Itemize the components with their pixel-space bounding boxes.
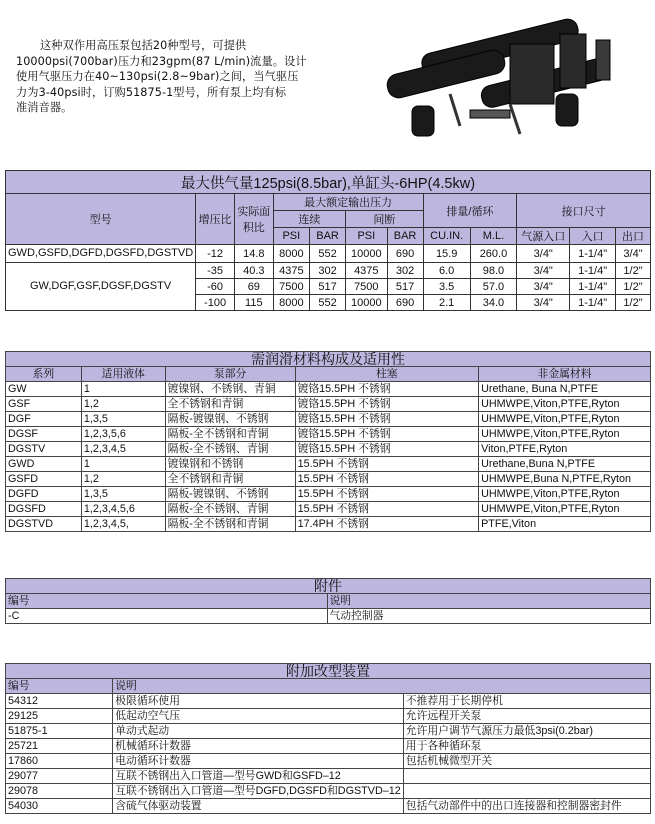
- table-row: [6, 382, 651, 397]
- options-table: [5, 663, 651, 814]
- option-note: [403, 784, 650, 799]
- col-bar: BAR: [387, 228, 423, 245]
- air-inlet-cell: 3/4": [517, 295, 570, 311]
- option-number: 17860: [6, 754, 113, 769]
- fluids-cell: 1: [81, 382, 165, 397]
- col-pump-section: 泵部分: [165, 367, 295, 382]
- table-row: [6, 754, 651, 769]
- col-max-pressure: 最大额定输出压力: [273, 194, 423, 211]
- nonmetal-cell: UHMWPE,Viton,PTFE,Ryton: [479, 502, 651, 517]
- series-cell: DGSTV: [6, 442, 82, 457]
- int-psi-cell: 10000: [346, 295, 387, 311]
- table-row: [6, 609, 651, 624]
- col-number: 编号: [6, 594, 328, 609]
- cuin-cell: 6.0: [423, 263, 470, 279]
- series-cell: DGSF: [6, 427, 82, 442]
- table-row: [6, 739, 651, 754]
- plunger-cell: 镀铬15.5PH 不锈钢: [295, 382, 479, 397]
- ml-cell: 260.0: [470, 245, 517, 263]
- ratio-cell: -35: [196, 263, 235, 279]
- nonmetal-cell: UHMWPE,Viton,PTFE,Ryton: [479, 412, 651, 427]
- fluids-cell: 1,2,3,4,5,: [81, 517, 165, 532]
- air-inlet-cell: 3/4": [517, 279, 570, 295]
- col-ml: M.L.: [470, 228, 517, 245]
- col-series: 系列: [6, 367, 82, 382]
- intro-line: 10000psi(700bar)压力和23gpm(87 L/min)流量。设计: [16, 54, 307, 68]
- pump-section-cell: 隔板-全不锈钢、青铜: [165, 502, 295, 517]
- series-cell: GSF: [6, 397, 82, 412]
- spec-table-body: [6, 245, 651, 311]
- option-note: 不推荐用于长期停机: [403, 694, 650, 709]
- col-ratio: 增压比: [196, 194, 235, 245]
- nonmetal-cell: Viton,PTFE,Ryton: [479, 442, 651, 457]
- int-psi-cell: 10000: [346, 245, 387, 263]
- pump-image: [360, 14, 640, 144]
- ml-cell: 98.0: [470, 263, 517, 279]
- col-model: 型号: [6, 194, 196, 245]
- materials-table-header: [6, 367, 651, 382]
- cont-bar-cell: 552: [309, 245, 345, 263]
- cont-bar-cell: 552: [309, 295, 345, 311]
- col-intermittent: 间断: [346, 211, 424, 228]
- fluids-cell: 1,2: [81, 397, 165, 412]
- nonmetal-cell: UHMWPE,Viton,PTFE,Ryton: [479, 427, 651, 442]
- option-note: 包括机械微型开关: [403, 754, 650, 769]
- series-cell: DGSTVD: [6, 517, 82, 532]
- table-row: [6, 694, 651, 709]
- outlet-cell: 3/4": [616, 245, 651, 263]
- col-bar: BAR: [309, 228, 345, 245]
- accessory-description: 气动控制器: [327, 609, 651, 624]
- nonmetal-cell: UHMWPE,Buna N,PTFE,Ryton: [479, 472, 651, 487]
- inlet-cell: 1-1/4": [570, 295, 616, 311]
- options-table-body: [6, 694, 651, 814]
- accessories-table: [5, 578, 651, 624]
- plunger-cell: 镀铬15.5PH 不锈钢: [295, 442, 479, 457]
- cont-psi-cell: 8000: [273, 245, 309, 263]
- spec-table: [5, 170, 651, 311]
- option-number: 29077: [6, 769, 113, 784]
- plunger-cell: 15.5PH 不锈钢: [295, 457, 479, 472]
- pump-section-cell: 镀镍钢和不锈钢: [165, 457, 295, 472]
- fluids-cell: 1,3,5: [81, 412, 165, 427]
- option-note: [403, 769, 650, 784]
- nonmetal-cell: Urethane,Buna N,PTFE: [479, 457, 651, 472]
- series-cell: GSFD: [6, 472, 82, 487]
- int-bar-cell: 690: [387, 245, 423, 263]
- col-psi: PSI: [346, 228, 387, 245]
- plunger-cell: 镀铬15.5PH 不锈钢: [295, 427, 479, 442]
- intro-line: 准消音器。: [16, 101, 73, 115]
- option-number: 25721: [6, 739, 113, 754]
- table-row: [6, 517, 651, 532]
- option-description: 互联不锈钢出入口管道—型号GWD和GSFD–12: [113, 769, 404, 784]
- ratio-cell: -100: [196, 295, 235, 311]
- series-cell: DGF: [6, 412, 82, 427]
- int-bar-cell: 302: [387, 263, 423, 279]
- table-row: [6, 784, 651, 799]
- cont-bar-cell: 302: [309, 263, 345, 279]
- plunger-cell: 镀铬15.5PH 不锈钢: [295, 412, 479, 427]
- area-cell: 69: [234, 279, 273, 295]
- table-row: [6, 724, 651, 739]
- ratio-cell: -12: [196, 245, 235, 263]
- table-row: [6, 799, 651, 814]
- table-row: [6, 769, 651, 784]
- int-bar-cell: 690: [387, 295, 423, 311]
- ml-cell: 34.0: [470, 295, 517, 311]
- intro-line: 力为3-40psi时，订购51875-1型号，所有泵上均有标: [16, 85, 287, 99]
- fluids-cell: 1,2: [81, 472, 165, 487]
- col-continuous: 连续: [273, 211, 345, 228]
- col-area: 实际面积比: [234, 194, 273, 245]
- air-inlet-cell: 3/4": [517, 245, 570, 263]
- materials-table-body: [6, 382, 651, 532]
- pump-drawing: [385, 17, 611, 136]
- table-row: [6, 412, 651, 427]
- table-row: [6, 263, 651, 279]
- option-description: 极限循环使用: [113, 694, 404, 709]
- cont-psi-cell: 7500: [273, 279, 309, 295]
- table-row: [6, 442, 651, 457]
- plunger-cell: 17.4PH 不锈钢: [295, 517, 479, 532]
- outlet-cell: 1/2": [616, 279, 651, 295]
- nonmetal-cell: PTFE,Viton: [479, 517, 651, 532]
- outlet-cell: 1/2": [616, 295, 651, 311]
- nonmetal-cell: UHMWPE,Viton,PTFE,Ryton: [479, 487, 651, 502]
- pump-section-cell: 镀镍钢、不锈钢、青铜: [165, 382, 295, 397]
- pump-section-cell: 隔板-全不锈钢和青铜: [165, 427, 295, 442]
- pump-section-cell: 隔板-镀镍钢、不锈钢: [165, 412, 295, 427]
- col-cuin: CU.IN.: [423, 228, 470, 245]
- plunger-cell: 15.5PH 不锈钢: [295, 502, 479, 517]
- series-cell: DGSFD: [6, 502, 82, 517]
- fluids-cell: 1,3,5: [81, 487, 165, 502]
- table-row: [6, 502, 651, 517]
- option-description: 互联不锈钢出入口管道—型号DGFD,DGSFD和DGSTVD–12: [113, 784, 404, 799]
- option-note: 包括气动部件中的出口连接器和控制器密封件: [403, 799, 650, 814]
- table-row: [6, 709, 651, 724]
- option-description: 电动循环计数器: [113, 754, 404, 769]
- option-description: 机械循环计数器: [113, 739, 404, 754]
- outlet-cell: 1/2": [616, 263, 651, 279]
- int-psi-cell: 7500: [346, 279, 387, 295]
- cuin-cell: 15.9: [423, 245, 470, 263]
- area-cell: 14.8: [234, 245, 273, 263]
- ratio-cell: -60: [196, 279, 235, 295]
- col-inlet: 入口: [570, 228, 616, 245]
- table-row: [6, 487, 651, 502]
- fluids-cell: 1,2,3,4,5: [81, 442, 165, 457]
- cont-bar-cell: 517: [309, 279, 345, 295]
- table-row: [6, 472, 651, 487]
- materials-table-title: 需润滑材料构成及适用性: [6, 352, 651, 367]
- pump-section-cell: 全不锈钢和青铜: [165, 397, 295, 412]
- plunger-cell: 15.5PH 不锈钢: [295, 487, 479, 502]
- pump-section-cell: 全不锈钢和青铜: [165, 472, 295, 487]
- table-row: [6, 427, 651, 442]
- option-number: 29125: [6, 709, 113, 724]
- option-number: 29078: [6, 784, 113, 799]
- inlet-cell: 1-1/4": [570, 263, 616, 279]
- col-description: 说明: [327, 594, 651, 609]
- series-cell: GWD: [6, 457, 82, 472]
- fluids-cell: 1,2,3,5,6: [81, 427, 165, 442]
- col-displacement: 排量/循环: [423, 194, 517, 228]
- intro-line: 使用气驱压力在40~130psi(2.8~9bar)之间，当气驱压: [16, 70, 299, 84]
- options-table-title: 附加改型装置: [6, 664, 651, 679]
- option-description: 低起动空气压: [113, 709, 404, 724]
- col-number: 编号: [6, 679, 113, 694]
- nonmetal-cell: UHMWPE,Viton,PTFE,Ryton: [479, 397, 651, 412]
- option-description: 含硫气体驱动装置: [113, 799, 404, 814]
- option-description: 单动式起动: [113, 724, 404, 739]
- inlet-cell: 1-1/4": [570, 245, 616, 263]
- col-nonmetal: 非金属材料: [479, 367, 651, 382]
- col-outlet: 出口: [616, 228, 651, 245]
- pump-section-cell: 隔板-全不锈钢和青铜: [165, 517, 295, 532]
- accessories-table-title: 附件: [6, 579, 651, 594]
- option-number: 54312: [6, 694, 113, 709]
- table-row: [6, 245, 651, 263]
- option-number: 51875-1: [6, 724, 113, 739]
- accessory-number: -C: [6, 609, 328, 624]
- area-cell: 115: [234, 295, 273, 311]
- spec-table-title: 最大供气量125psi(8.5bar),单缸头-6HP(4.5kw): [6, 171, 651, 194]
- fluids-cell: 1: [81, 457, 165, 472]
- inlet-cell: 1-1/4": [570, 279, 616, 295]
- cuin-cell: 3.5: [423, 279, 470, 295]
- col-ports: 接口尺寸: [517, 194, 651, 228]
- col-psi: PSI: [273, 228, 309, 245]
- model-cell: GWD,GSFD,DGFD,DGSFD,DGSTVD: [6, 245, 196, 263]
- ml-cell: 57.0: [470, 279, 517, 295]
- area-cell: 40.3: [234, 263, 273, 279]
- int-psi-cell: 4375: [346, 263, 387, 279]
- series-cell: GW: [6, 382, 82, 397]
- cuin-cell: 2.1: [423, 295, 470, 311]
- pump-section-cell: 隔板-镀镍钢、不锈钢: [165, 487, 295, 502]
- table-row: [6, 457, 651, 472]
- pump-section-cell: 隔板-全不锈钢、青铜: [165, 442, 295, 457]
- plunger-cell: 镀铬15.5PH 不锈钢: [295, 397, 479, 412]
- nonmetal-cell: Urethane, Buna N,PTFE: [479, 382, 651, 397]
- intro-paragraph: [16, 38, 336, 116]
- series-cell: DGFD: [6, 487, 82, 502]
- col-description: 说明: [113, 679, 651, 694]
- plunger-cell: 15.5PH 不锈钢: [295, 472, 479, 487]
- model-cell: GW,DGF,GSF,DGSF,DGSTV: [6, 263, 196, 311]
- option-note: 用于各种循环泵: [403, 739, 650, 754]
- cont-psi-cell: 4375: [273, 263, 309, 279]
- fluids-cell: 1,2,3,4,5,6: [81, 502, 165, 517]
- col-air-inlet: 气源入口: [517, 228, 570, 245]
- air-inlet-cell: 3/4": [517, 263, 570, 279]
- materials-table: [5, 351, 651, 532]
- option-number: 54030: [6, 799, 113, 814]
- option-note: 允许远程开关泵: [403, 709, 650, 724]
- col-plunger: 柱塞: [295, 367, 479, 382]
- option-note: 允许用户调节气源压力最低3psi(0.2bar): [403, 724, 650, 739]
- intro-line: 这种双作用高压泵包括20种型号，可提供: [40, 39, 247, 52]
- table-row: [6, 397, 651, 412]
- int-bar-cell: 517: [387, 279, 423, 295]
- cont-psi-cell: 8000: [273, 295, 309, 311]
- col-fluids: 适用液体: [81, 367, 165, 382]
